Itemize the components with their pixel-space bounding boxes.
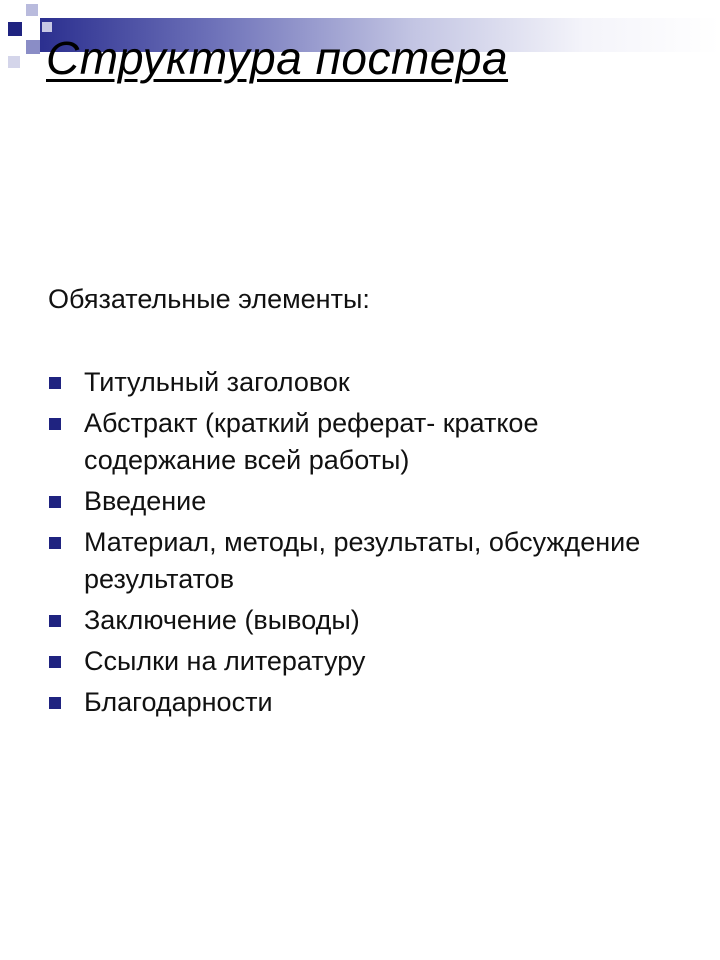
square-bullet-icon	[49, 496, 61, 508]
decor-square	[26, 40, 40, 54]
bullet-list	[46, 364, 686, 725]
list-item-text: Материал, методы, результаты, обсуждение результатов	[84, 527, 641, 594]
decor-square	[8, 22, 22, 36]
square-bullet-icon	[49, 377, 61, 389]
list-item-text: Титульный заголовок	[84, 367, 350, 397]
decor-square	[26, 4, 38, 16]
square-bullet-icon	[49, 615, 61, 627]
list-item	[46, 405, 686, 479]
list-item	[46, 483, 686, 520]
list-item	[46, 643, 686, 680]
square-bullet-icon	[49, 418, 61, 430]
list-item	[46, 524, 686, 598]
list-item	[46, 364, 686, 401]
list-item	[46, 684, 686, 721]
list-item-text: Благодарности	[84, 687, 273, 717]
list-item-text: Абстракт (краткий реферат- краткое содержание всей работы)	[84, 408, 539, 475]
list-item-text: Ссылки на литературу	[84, 646, 366, 676]
list-item	[46, 602, 686, 639]
list-item-text: Введение	[84, 486, 207, 516]
square-bullet-icon	[49, 656, 61, 668]
title-container	[46, 30, 700, 86]
intro-text: Обязательные элементы:	[48, 284, 370, 314]
list-item-text: Заключение (выводы)	[84, 605, 360, 635]
decor-square	[8, 56, 20, 68]
square-bullet-icon	[49, 697, 61, 709]
square-bullet-icon	[49, 537, 61, 549]
slide-title: Структура постера	[46, 32, 509, 84]
